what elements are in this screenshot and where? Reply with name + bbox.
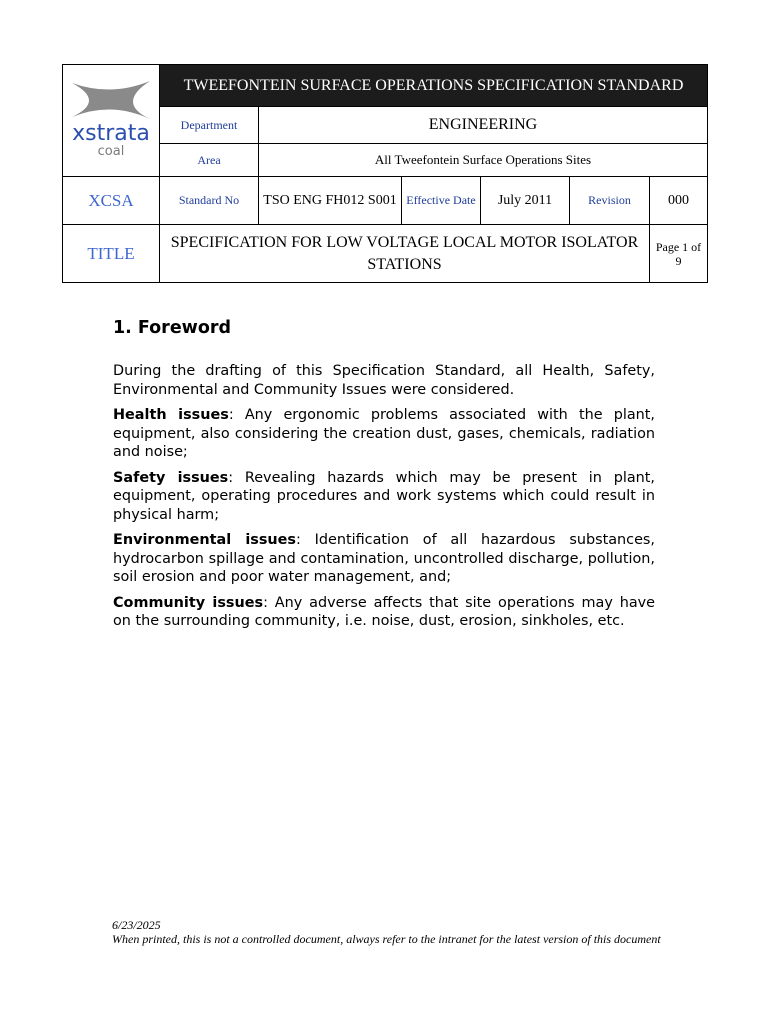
logo-sub: coal bbox=[97, 143, 125, 159]
document-body bbox=[113, 316, 655, 638]
item-term: Environmental issues bbox=[113, 532, 296, 548]
effective-date-value: July 2011 bbox=[481, 177, 570, 225]
effective-date-label: Effective Date bbox=[402, 177, 481, 225]
list-item bbox=[113, 531, 655, 587]
page-footer bbox=[112, 918, 672, 946]
item-term: Safety issues bbox=[113, 469, 229, 486]
item-term: Community issues bbox=[113, 594, 264, 611]
list-item bbox=[113, 406, 655, 462]
xcsa-label: XCSA bbox=[63, 177, 160, 225]
item-text: : Any ergonomic problems associated with the plant, equipment, also considering the creation dust, gases, chemicals, radiation and noise; bbox=[113, 407, 656, 460]
item-text: : Revealing hazards which may be present in plant, equipment, operating procedures and work systems which could result in physical harm; bbox=[113, 469, 655, 523]
standard-no-label: Standard No bbox=[160, 177, 259, 225]
revision-label: Revision bbox=[570, 177, 650, 225]
area-label: Area bbox=[160, 144, 259, 177]
company-logo bbox=[63, 65, 160, 177]
logo-word: xstrata bbox=[72, 120, 150, 146]
department-label: Department bbox=[160, 107, 259, 144]
revision-value: 000 bbox=[650, 177, 708, 225]
item-text: : Any adverse affects that site operations may have on the surrounding community, i.e. noise, dust, erosion, sinkholes, etc. bbox=[113, 594, 656, 629]
area-value: All Tweefontein Surface Operations Sites bbox=[259, 144, 708, 177]
department-value: ENGINEERING bbox=[259, 107, 708, 144]
section-heading: 1. Foreword bbox=[113, 318, 232, 338]
document-title: SPECIFICATION FOR LOW VOLTAGE LOCAL MOTOR ISOLATOR STATIONS bbox=[160, 225, 650, 283]
standard-no-value: TSO ENG FH012 S001 bbox=[259, 177, 402, 225]
list-item bbox=[113, 469, 655, 525]
document-header-table bbox=[62, 64, 708, 283]
title-label: TITLE bbox=[63, 225, 160, 283]
footer-note: When printed, this is not a controlled document, always refer to the intranet for the latest version of this document bbox=[112, 932, 661, 946]
item-term: Health issues bbox=[113, 407, 229, 423]
banner-title: TWEEFONTEIN SURFACE OPERATIONS SPECIFICATION STANDARD bbox=[160, 65, 708, 107]
intro-paragraph: During the drafting of this Specification Standard, all Health, Safety, Environmental and Community Issues were considered. bbox=[113, 363, 655, 398]
item-text: : Identification of all hazardous substances, hydrocarbon spillage and contamination, uncontrolled discharge, pollution, soil erosion and poor water management, and; bbox=[113, 532, 655, 585]
page-number: Page 1 of 9 bbox=[650, 225, 708, 283]
footer-date: 6/23/2025 bbox=[112, 918, 161, 932]
list-item bbox=[113, 594, 655, 631]
xstrata-logo-icon bbox=[66, 71, 156, 171]
